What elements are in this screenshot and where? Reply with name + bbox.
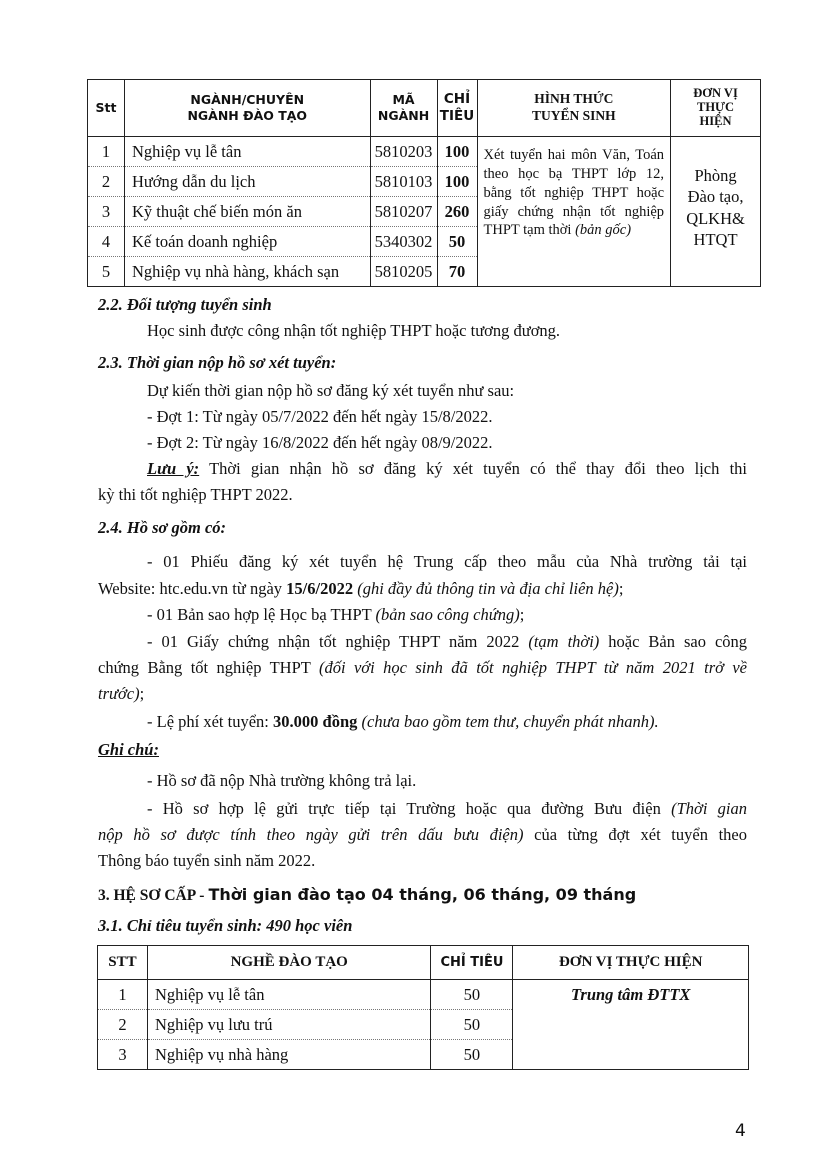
note-text: Thời gian nhận hồ sơ đăng ký xét tuyển có thể thay đổi theo lịch thi [209, 459, 748, 478]
row-quota: 50 [431, 1040, 513, 1070]
header-quota: CHỈ TIÊU [437, 80, 477, 137]
row-name: Nghiệp vụ lễ tân [124, 137, 370, 167]
section-2-3-intro: Dự kiến thời gian nộp hồ sơ đăng ký xét tuyển như sau: [147, 381, 515, 400]
note-text-cont: kỳ thi tốt nghiệp THPT 2022. [98, 485, 293, 504]
unit-cell: Phòng Đào tạo, QLKH& HTQT [671, 137, 761, 287]
round-2-text: - Đợt 2: Từ ngày 16/8/2022 đến hết ngày 08/9/2022. [147, 433, 493, 452]
header-major: NGÀNH/CHUYÊN NGÀNH ĐÀO TẠO [124, 80, 370, 137]
row-stt: 1 [88, 137, 125, 167]
notes-item-2-end: Thông báo tuyển sinh năm 2022. [98, 851, 316, 870]
row-code: 5810207 [370, 197, 437, 227]
document-item-1-cont: Website: htc.edu.vn từ ngày 15/6/2022 (ghi đầy đủ thông tin và địa chỉ liên hệ); [98, 579, 624, 598]
row-stt: 2 [88, 167, 125, 197]
row-quota: 50 [437, 227, 477, 257]
row-quota: 50 [431, 1010, 513, 1040]
row-quota: 260 [437, 197, 477, 227]
row-name: Kỹ thuật chế biến món ăn [124, 197, 370, 227]
document-item-3: - 01 Giấy chứng nhận tốt nghiệp THPT năm 2022 (tạm thời) hoặc Bản sao công [147, 632, 748, 651]
row-stt: 3 [98, 1040, 148, 1070]
round-1-text: - Đợt 1: Từ ngày 05/7/2022 đến hết ngày 15/8/2022. [147, 407, 493, 426]
header-stt: Stt [88, 80, 125, 137]
row-stt: 2 [98, 1010, 148, 1040]
section-3-heading: 3. HỆ SƠ CẤP - Thời gian đào tạo 04 tháng, 06 tháng, 09 tháng [98, 885, 637, 904]
note-line [147, 459, 747, 479]
row-name: Nghiệp vụ nhà hàng [147, 1040, 431, 1070]
row-code: 5340302 [370, 227, 437, 257]
notes-item-2: - Hồ sơ hợp lệ gửi trực tiếp tại Trường hoặc qua đường Bưu điện (Thời gian [147, 799, 748, 818]
row-stt: 5 [88, 257, 125, 287]
page-number: 4 [735, 1121, 746, 1141]
header-unit: ĐƠN VỊ THỰC HIỆN [671, 80, 761, 137]
registration-date: 15/6/2022 [286, 579, 354, 598]
header-form: HÌNH THỨC TUYỂN SINH [477, 80, 671, 137]
unit-cell: Trung tâm ĐTTX [513, 980, 749, 1070]
row-name: Nghiệp vụ lưu trú [147, 1010, 431, 1040]
row-name: Kế toán doanh nghiệp [124, 227, 370, 257]
row-quota: 70 [437, 257, 477, 287]
notes-item-2-cont: nộp hồ sơ được tính theo ngày gửi trên dấu bưu điện) của từng đợt xét tuyển theo [98, 825, 747, 844]
document-item-3-cont: chứng Bằng tốt nghiệp THPT (đối với học sinh đã tốt nghiệp THPT từ năm 2021 trở về [98, 658, 748, 677]
row-code: 5810205 [370, 257, 437, 287]
header-code: MÃ NGÀNH [370, 80, 437, 137]
document-item-4: - Lệ phí xét tuyển: 30.000 đồng (chưa bao gồm tem thư, chuyển phát nhanh). [147, 712, 659, 731]
row-stt: 1 [98, 980, 148, 1010]
row-name: Hướng dẫn du lịch [124, 167, 370, 197]
majors-table [87, 79, 761, 287]
document-item-1: - 01 Phiếu đăng ký xét tuyển hệ Trung cấp theo mẫu của Nhà trường tải tại [147, 552, 747, 571]
document-item-3-end: trước); [98, 684, 145, 703]
row-quota: 100 [437, 137, 477, 167]
section-2-2-text: Học sinh được công nhận tốt nghiệp THPT hoặc tương đương. [147, 321, 561, 340]
section-2-3-heading: 2.3. Thời gian nộp hồ sơ xét tuyển: [98, 353, 337, 372]
document-item-2: - 01 Bản sao hợp lệ Học bạ THPT (bản sao công chứng); [147, 605, 525, 624]
short-courses-table [97, 945, 749, 1070]
row-quota: 100 [437, 167, 477, 197]
header-unit: ĐƠN VỊ THỰC HIỆN [513, 946, 749, 980]
fee-amount: 30.000 đồng [273, 712, 358, 731]
section-3-1-heading: 3.1. Chỉ tiêu tuyển sinh: 490 học viên [98, 916, 353, 935]
row-name: Nghiệp vụ nhà hàng, khách sạn [124, 257, 370, 287]
admission-form-cell: Xét tuyển hai môn Văn, Toán theo học bạ THPT lớp 12, bằng tốt nghiệp THPT hoặc giấy chứng nhận tốt nghiệp THPT tạm thời (bản gốc) [477, 137, 671, 287]
header-name: NGHỀ ĐÀO TẠO [147, 946, 431, 980]
section-2-2-heading: 2.2. Đối tượng tuyển sinh [98, 295, 272, 314]
row-name: Nghiệp vụ lễ tân [147, 980, 431, 1010]
row-code: 5810203 [370, 137, 437, 167]
row-stt: 3 [88, 197, 125, 227]
header-quota: CHỈ TIÊU [431, 946, 513, 980]
notes-label: Ghi chú: [98, 740, 159, 759]
section-2-4-heading: 2.4. Hồ sơ gồm có: [98, 518, 227, 537]
note-label: Lưu ý: [147, 459, 200, 478]
row-quota: 50 [431, 980, 513, 1010]
notes-item-1: - Hồ sơ đã nộp Nhà trường không trả lại. [147, 771, 417, 790]
row-code: 5810103 [370, 167, 437, 197]
row-stt: 4 [88, 227, 125, 257]
header-stt: STT [98, 946, 148, 980]
table-row [98, 980, 749, 1010]
table-row [88, 137, 761, 167]
